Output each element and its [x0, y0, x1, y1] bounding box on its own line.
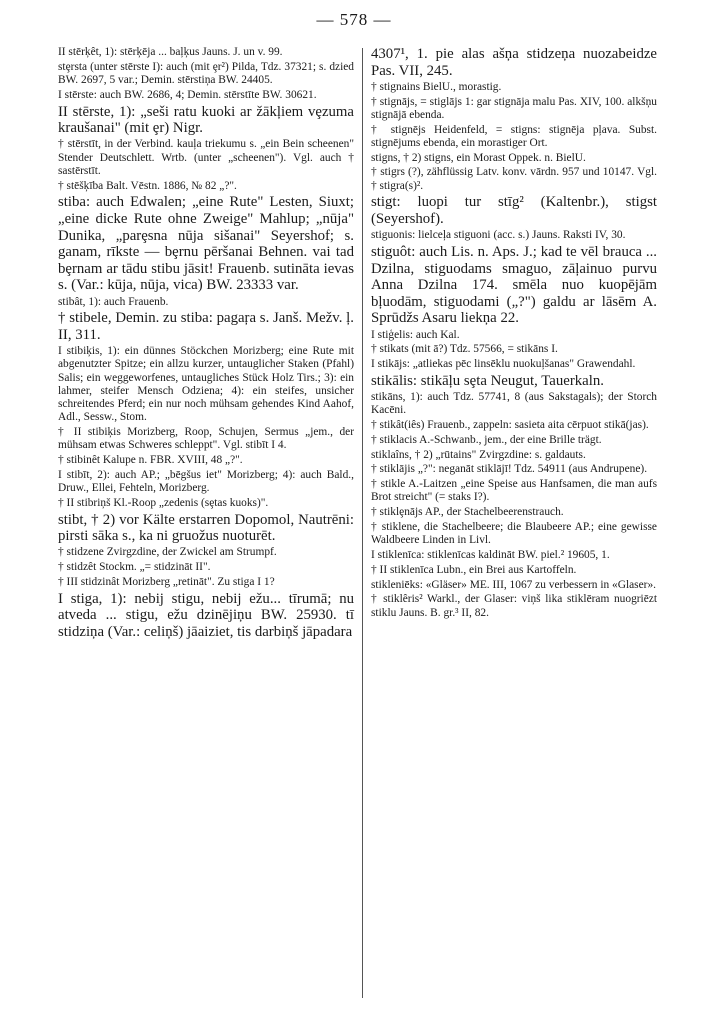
left-column	[58, 46, 354, 1004]
dictionary-entry: 4307¹, 1. pie alas ašņa stidzeņa nuozabeidze Pas. VII, 245.	[371, 46, 657, 79]
dictionary-entry: † stidzêt Stockm. „= stidzināt II".	[58, 561, 211, 574]
dictionary-entry: stigns, † 2) stigns, ein Morast Oppek. n. BielU.	[371, 151, 586, 164]
dictionary-entry: II stērste, 1): „seši ratu kuoki ar žākļiem vȩzuma kraušanai" (mit ȩr) Nigr.	[58, 103, 354, 137]
dictionary-entry: stigt: luopi tur stīg² (Kaltenbr.), stigst (Seyershof).	[371, 194, 657, 227]
dictionary-entry: II stērķêt, 1): stērķēja ... baļķus Jauns. J. un v. 99.	[58, 46, 283, 58]
dictionary-entry: † stikât(iês) Frauenb., zappeln: sasieta aita cērpuot stikā(jas).	[371, 419, 649, 432]
dictionary-entry: † stignains BielU., morastig.	[371, 80, 502, 93]
dictionary-entry: I stiga, 1): nebij stigu, nebij ežu... tīrumā; nu atveda ... stigu, ežu dzinējiņu BW. 25930. tī stidziņa (Var.: celiņš) jāaiziet, tis darbiņš jāpadara	[58, 590, 354, 640]
dictionary-entry: stibt, † 2) vor Kälte erstarren Dopomol, Nautrēni: pirsti sāka s., ka ni gruožus nuoturēt.	[58, 511, 354, 545]
dictionary-entry: stiklaîns, † 2) „rūtains" Zvirgzdine: s. galdauts.	[371, 448, 586, 461]
dictionary-entry: † stiklȩnājs AP., der Stachelbeerenstrauch.	[371, 506, 564, 519]
dictionary-entry: I stiģelis: auch Kal.	[371, 328, 460, 341]
page-number: — 578 —	[316, 10, 392, 29]
dictionary-entry: stiguôt: auch Lis. n. Aps. J.; kad te vēl brauca ... Dzilna, stiguodams smaguo, zāļainuo purvu Anna Dzilna 174. smēla nuo kuopējām bļuodām, stiguodami („?") galdu ar lāsēm A. Sprūdžs Asaru liekņa 22.	[371, 243, 657, 327]
dictionary-entry: I stibiķis, 1): ein dünnes Stöckchen Morizberg; eine Rute mit abgenutzter Spitze; ein allzu kurzer, untauglicher Staken (Pfahl) Salis; ein weggeworfenes, untaugliches Stück Holz Tirs.; 3): ein lahmer, steifer Mensch Odziena; 4): ein steifes, unsicher schreitendes Pferd; ein nur noch mühsam gehendes Kind Aahof, Adl., Sessw., Stom.	[58, 345, 354, 424]
dictionary-entry: stikāns, 1): auch Tdz. 57741, 8 (aus Sakstagals); der Storch Kacēni.	[371, 391, 657, 417]
dictionary-entry: † stidzene Zvirgzdine, der Zwickel am Strumpf.	[58, 546, 277, 559]
dictionary-entry: I stibīt, 2): auch AP.; „bēgšus iet" Morizberg; 4): auch Bald., Druw., Ellei, Fehteln, Morizberg.	[58, 468, 354, 494]
dictionary-entry: † stignējs Heidenfeld, = stigns: stignēja pļava. Subst. stignējums ebenda, ein morastiger Ort.	[371, 123, 657, 149]
dictionary-entry: stiguonis: lielceļa stiguoni (acc. s.) Jauns. Raksti IV, 30.	[371, 229, 626, 242]
dictionary-entry: † III stidzinât Morizberg „retināt". Zu stiga I 1?	[58, 575, 275, 588]
dictionary-entry: † stēšķība Balt. Vēstn. 1886, № 82 „?".	[58, 179, 237, 192]
dictionary-entry: † stērstīt, in der Verbind. kauļa triekumu s. „ein Bein scheenen" Stender Deutschlett. Wrtb. (unter „scheenen"). Vgl. auch † sastērstīt.	[58, 138, 354, 177]
dictionary-entry: stibât, 1): auch Frauenb.	[58, 295, 169, 308]
dictionary-entry: stikleniēks: «Gläser» ME. III, 1067 zu verbessern in «Glaser».	[371, 578, 657, 591]
dictionary-entry: † II stibiķis Morizberg, Roop, Schujen, Sermus „jem., der mühsam etwas Schweres schleppt". Vgl. stibīt I 4.	[58, 425, 354, 452]
dictionary-entry: † II stibriņš Kl.-Roop „zedenis (sȩtas kuoks)".	[58, 496, 269, 509]
column-divider	[362, 48, 363, 998]
dictionary-entry: † stikats (mit ā?) Tdz. 57566, = stikāns I.	[371, 343, 558, 356]
dictionary-entry: † stignājs, = stiglājs 1: gar stignāja malu Pas. XIV, 100. alkšņu stignājā ebenda.	[371, 95, 657, 121]
dictionary-entry: stiba: auch Edwalen; „eine Rute" Lesten, Siuxt; „eine dicke Rute ohne Zweige" Mahlup; „nūja" Dunika, „parȩsna nūja sišanai" Seyershof; s. ganam, rīkste — bȩrnu pēršanai Behnen. vai tad bȩrnam ar tādu stibu jāsit! Frauenb. sutināta ievas s. (Var.: kūja, nūja, vica) BW. 23333 var.	[58, 194, 354, 294]
dictionary-entry: stikālis: stikāļu sȩta Neugut, Tauerkaln.	[371, 372, 604, 389]
dictionary-entry: † stiklene, die Stachelbeere; die Blaubeere AP.; eine gewisse Waldbeere Linden in Livl.	[371, 521, 657, 547]
dictionary-entry: † stikle A.-Laitzen „eine Speise aus Hanfsamen, die man aufs Brot streicht" (= staks I?).	[371, 478, 657, 504]
dictionary-entry: † stiklêris² Warkl., der Glaser: viņš lika stiklēram nuogriēzt stiklu Jauns. B. gr.³ II, 82.	[371, 593, 657, 619]
right-column	[371, 46, 657, 1004]
dictionary-entry: † stiklājis „?": neganāt stiklājī! Tdz. 54911 (aus Andrupene).	[371, 463, 648, 476]
dictionary-entry: † II stiklenīca Lubn., ein Brei aus Kartoffeln.	[371, 563, 577, 576]
dictionary-entry: I stiklenīca: stiklenīcas kaldināt BW. piel.² 19605, 1.	[371, 549, 610, 562]
dictionary-entry: † stibele, Demin. zu stiba: pagaŗa s. Janš. Mežv. ļ. II, 311.	[58, 310, 354, 343]
dictionary-entry: † stibinêt Kalupe n. FBR. XVIII, 48 „?".	[58, 453, 243, 466]
dictionary-entry: † stiklacis A.-Schwanb., jem., der eine Brille trägt.	[371, 433, 602, 446]
dictionary-entry: I stikājs: „atliekas pēc linsēklu nuokuļšanas" Grawendahl.	[371, 358, 636, 371]
dictionary-entry: I stērste: auch BW. 2686, 4; Demin. stērstīte BW. 30621.	[58, 88, 317, 101]
dictionary-entry: stȩrsta (unter stērste I): auch (mit ȩr²) Pilda, Tdz. 37321; s. dzied BW. 2697, 5 var.; Demin. stērstiņa BW. 24405.	[58, 60, 354, 86]
dictionary-entry: † stigrs (?), zähflüssig Latv. konv. vārdn. 957 und 10147. Vgl. † stigra(s)².	[371, 166, 657, 192]
